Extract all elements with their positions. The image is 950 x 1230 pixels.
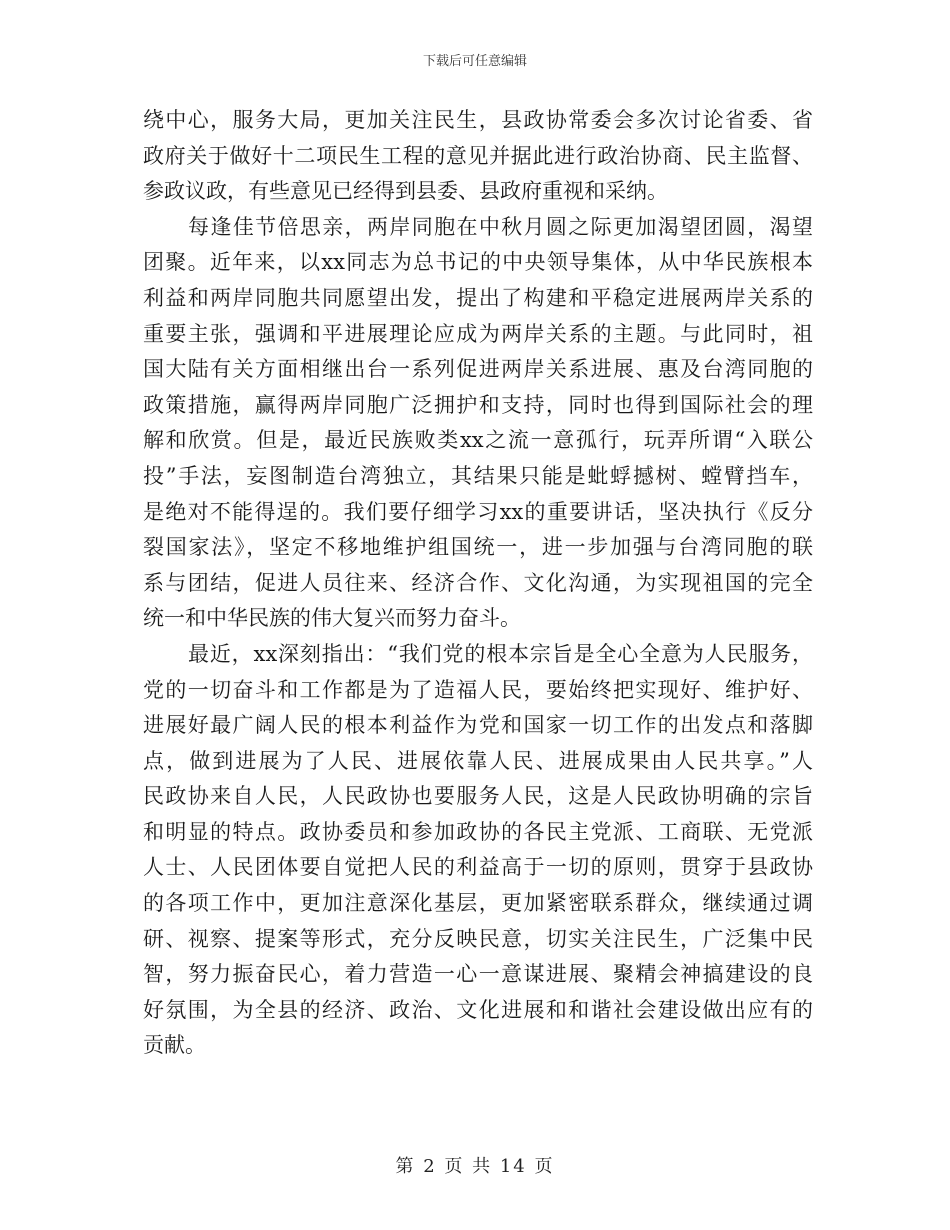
text-line: 团聚。近年来，以xx同志为总书记的中央领导集体，从中华民族根本 bbox=[143, 250, 813, 275]
text-line: 人士、人民团体要自觉把人民的利益高于一切的原则，贯穿于县政协 bbox=[143, 855, 813, 880]
text-line: 智，努力振奋民心，着力营造一心一意谋进展、聚精会神搞建设的良 bbox=[143, 962, 813, 987]
text-line: 点，做到进展为了人民、进展依靠人民、进展成果由人民共享。”人 bbox=[143, 748, 813, 773]
text-line: 参政议政，有些意见已经得到县委、县政府重视和采纳。 bbox=[143, 179, 668, 204]
text-line: 好氛围，为全县的经济、政治、文化进展和和谐社会建设做出应有的 bbox=[143, 997, 813, 1022]
text-line: 投”手法，妄图制造台湾独立，其结果只能是蚍蜉撼树、螳臂挡车， bbox=[143, 463, 813, 488]
text-line: 绕中心，服务大局，更加关注民生，县政协常委会多次讨论省委、省 bbox=[143, 108, 813, 132]
text-line: 重要主张，强调和平进展理论应成为两岸关系的主题。与此同时，祖 bbox=[143, 321, 813, 346]
text-line: 最近，xx深刻指出：“我们党的根本宗旨是全心全意为人民服务， bbox=[188, 641, 813, 666]
text-line: 贡献。 bbox=[143, 1033, 206, 1058]
text-line: 解和欣赏。但是，最近民族败类xx之流一意孤行，玩弄所谓“入联公 bbox=[143, 428, 813, 453]
paragraph-2 bbox=[143, 210, 813, 637]
text-line: 是绝对不能得逞的。我们要仔细学习xx的重要讲话，坚决执行《反分 bbox=[143, 499, 813, 524]
text-line: 每逢佳节倍思亲，两岸同胞在中秋月圆之际更加渴望团圆，渴望 bbox=[188, 214, 813, 239]
text-line: 国大陆有关方面相继出台一系列促进两岸关系进展、惠及台湾同胞的 bbox=[143, 357, 813, 382]
text-line: 党的一切奋斗和工作都是为了造福人民，要始终把实现好、维护好、 bbox=[143, 677, 813, 702]
text-line: 裂国家法》，坚定不移地维护组国统一，进一步加强与台湾同胞的联 bbox=[143, 535, 813, 560]
text-line: 进展好最广阔人民的根本利益作为党和国家一切工作的出发点和落脚 bbox=[143, 713, 813, 738]
text-line: 利益和两岸同胞共同愿望出发，提出了构建和平稳定进展两岸关系的 bbox=[143, 285, 813, 310]
paragraph-1 bbox=[143, 103, 813, 210]
text-line: 民政协来自人民，人民政协也要服务人民，这是人民政协明确的宗旨 bbox=[143, 784, 813, 809]
page-number-footer: 第 2 页 共 14 页 bbox=[395, 1156, 555, 1177]
document-body bbox=[143, 103, 813, 1064]
text-line: 的各项工作中，更加注意深化基层，更加紧密联系群众，继续通过调 bbox=[143, 891, 813, 916]
text-line: 统一和中华民族的伟大复兴而努力奋斗。 bbox=[143, 606, 521, 631]
text-line: 和明显的特点。政协委员和参加政协的各民主党派、工商联、无党派 bbox=[143, 819, 813, 844]
text-line: 政府关于做好十二项民生工程的意见并据此进行政治协商、民主监督、 bbox=[143, 143, 813, 168]
text-line: 系与团结，促进人员往来、经济合作、文化沟通，为实现祖国的完全 bbox=[143, 570, 813, 595]
paragraph-3 bbox=[143, 637, 813, 1064]
page-header: 下载后可任意编辑 bbox=[422, 54, 527, 69]
text-line: 政策措施，赢得两岸同胞广泛拥护和支持，同时也得到国际社会的理 bbox=[143, 392, 813, 417]
text-line: 研、视察、提案等形式，充分反映民意，切实关注民生，广泛集中民 bbox=[143, 926, 813, 951]
